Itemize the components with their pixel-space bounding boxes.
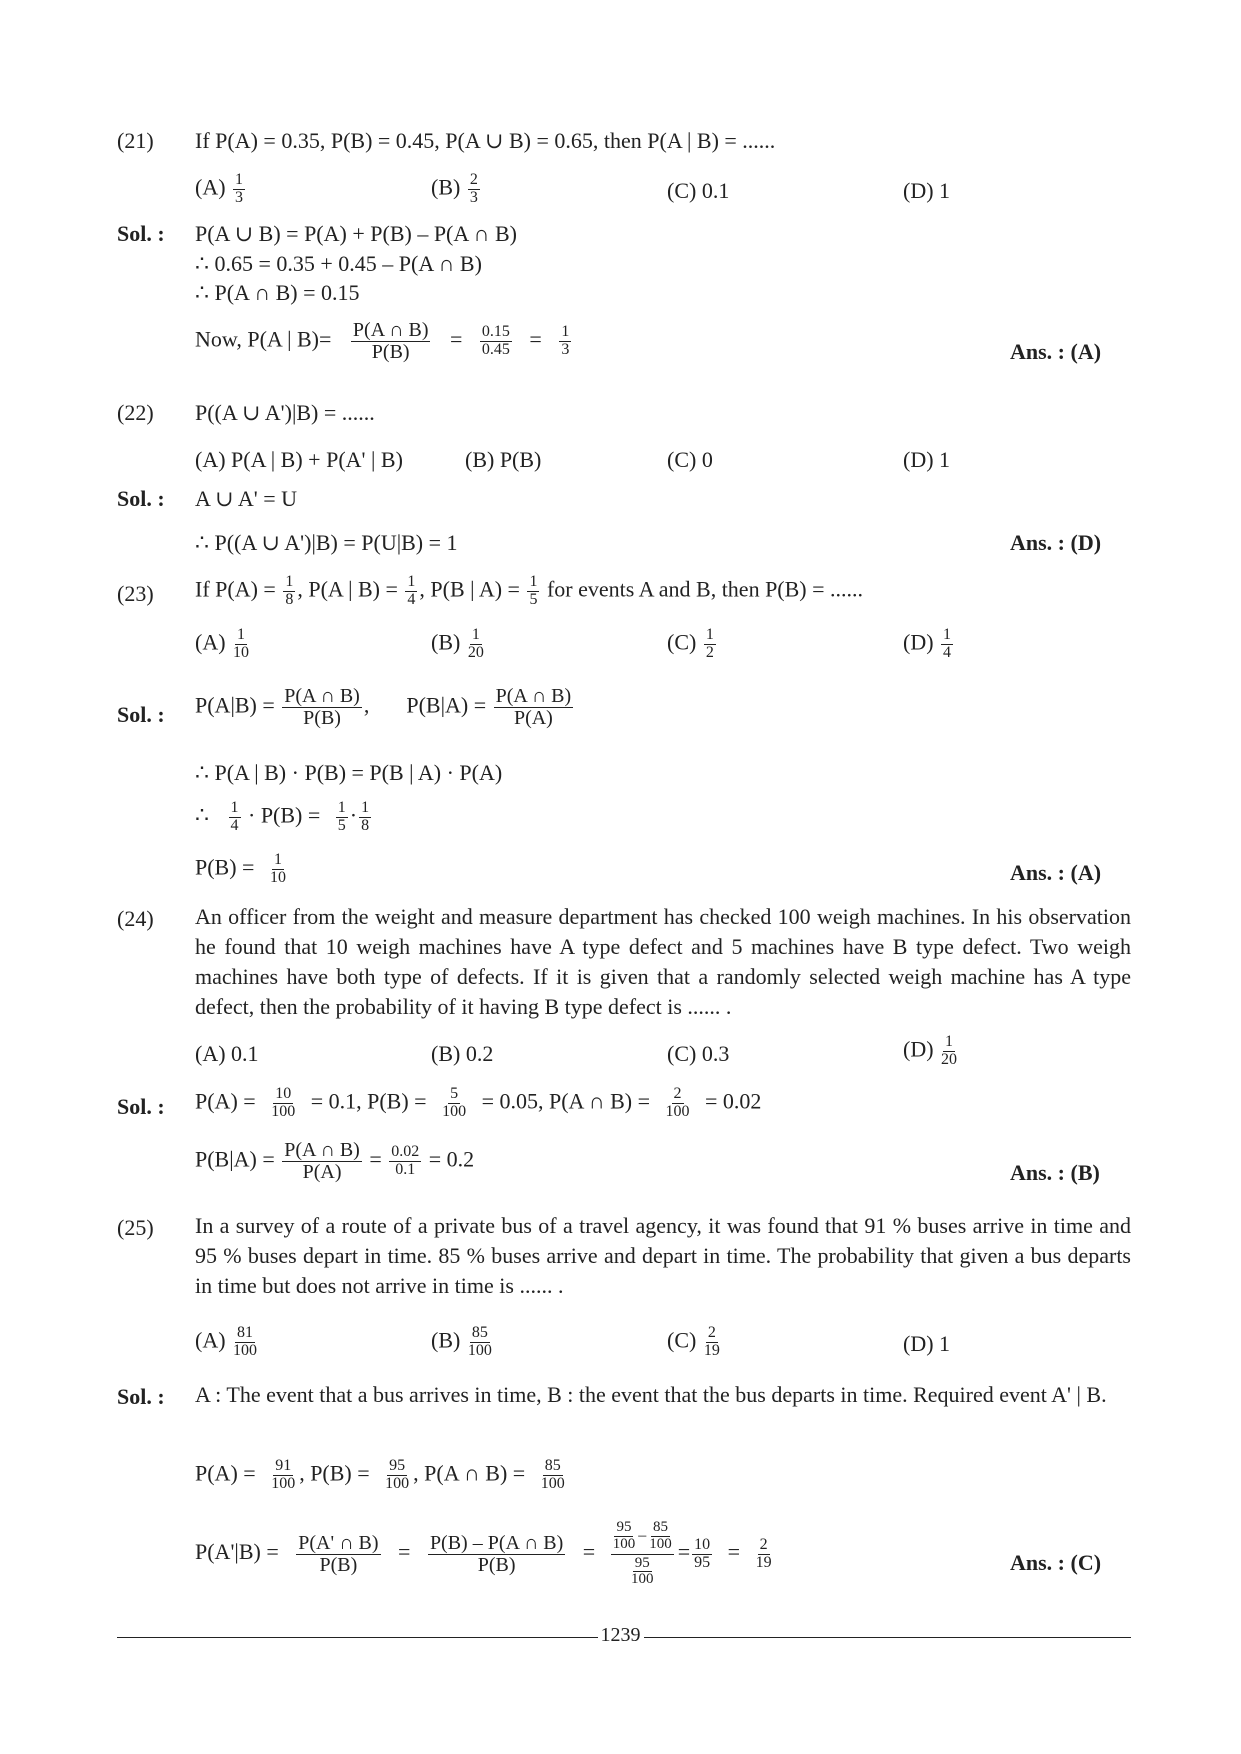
q23-number: (23) <box>117 581 154 606</box>
q23-solution-label: Sol. : <box>117 702 165 727</box>
q25-number: (25) <box>117 1215 154 1240</box>
q25-option-b: (B) $\frac{85}{100}$ <box>431 1324 492 1359</box>
q23-answer: Ans. : (A) <box>1010 860 1102 885</box>
q25-solution-label: Sol. : <box>117 1384 165 1409</box>
q23-option-d: (D) $\frac{1}{4}$ <box>903 626 952 661</box>
q23-question: If P(A) = $\frac{1}{8}$ , P(A | B) = $\frac{1}{4}$ , P(B | A) = $\frac{1}{5}$ for events A and B, then P(B) = ...... <box>195 573 864 608</box>
q24-option-d: (D) $\frac{1}{20}$ <box>903 1033 958 1068</box>
page-number: 1239 <box>0 1624 1241 1647</box>
q25-option-c: (C) $\frac{2}{19}$ <box>667 1324 720 1359</box>
q23-option-a: (A) $\frac{1}{10}$ <box>195 626 250 661</box>
q21-solution-line-1: P(A ∪ B) = P(A) + P(B) – P(A ∩ B) <box>195 221 517 246</box>
q21-solution-line-2: ∴ 0.65 = 0.35 + 0.45 – P(A ∩ B) <box>195 251 482 276</box>
q22-solution-line-1: A ∪ A' = U <box>195 486 298 511</box>
q23-option-c: (C) $\frac{1}{2}$ <box>667 626 714 661</box>
q24-solution-line-1: P(A) = $\frac{10}{100}$ = 0.1, P(B) = $\frac{5}{100}$ = 0.05, P(A ∩ B) = $\frac{2}{100}$ = 0.02 <box>195 1085 762 1120</box>
q23-solution-line-3: ∴ $\frac{1}{4}$ · P(B) = $\frac{1}{5}$ · $\frac{1}{8}$ <box>195 799 370 834</box>
q24-answer: Ans. : (B) <box>1010 1160 1100 1185</box>
q23-solution-line-1: P(A|B) = $\frac{P(A \cap B)}{P(B)}$ , P(B|A) = $\frac{P(A \cap B)}{P(A)}$ <box>195 685 572 729</box>
q22-option-b: (B) P(B) <box>465 447 542 472</box>
q24-option-b: (B) 0.2 <box>431 1041 494 1066</box>
q25-option-d: (D) 1 <box>903 1331 951 1356</box>
q21-solution-line-3: ∴ P(A ∩ B) = 0.15 <box>195 280 360 305</box>
q25-solution-line-2: P(A) = $\frac{91}{100}$ , P(B) = $\frac{95}{100}$ , P(A ∩ B) = $\frac{85}{100}$ <box>195 1457 565 1492</box>
q25-option-a: (A) $\frac{81}{100}$ <box>195 1324 258 1359</box>
q22-number: (22) <box>117 400 154 425</box>
q21-option-b: (B) $\frac{2}{3}$ <box>431 171 478 206</box>
q25-question: In a survey of a route of a private bus of a travel agency, it was found that 91 % buses arrive in time and 95 % buses depart in time. 85 % buses arrive and depart in time. The probability that given a bus departs in time but does not arrive in time is ...... . <box>195 1213 1131 1298</box>
q22-option-c: (C) 0 <box>667 447 713 472</box>
q25-answer: Ans. : (C) <box>1010 1550 1102 1575</box>
q23-solution-line-4: P(B) = $\frac{1}{10}$ <box>195 851 286 886</box>
q21-option-a: (A) $\frac{1}{3}$ <box>195 171 244 206</box>
q22-question: P((A ∪ A')|B) = ...... <box>195 400 375 425</box>
q25-solution-line-3: P(A'|B) = $\frac{P(A' \cap B)}{P(B)}$ = $\frac{P(B) - P(A \cap B)}{P(B)}$ = $\frac{95}{100}$ – $\frac{85}{100}$ $\frac{95}{100}$ = $\frac{10}{95}$ = $\frac{2}{19}$ <box>195 1519 772 1588</box>
q21-question: If P(A) = 0.35, P(B) = 0.45, P(A ∪ B) = 0.65, then P(A | B) = ...... <box>195 128 776 153</box>
q21-option-d: (D) 1 <box>903 178 951 203</box>
q22-option-a: (A) P(A | B) + P(A' | B) <box>195 447 403 472</box>
q21-solution-line-4: Now, P(A | B)= $\frac{P(A \cap B)}{P(B)}$ = $\frac{0.15}{0.45}$ = $\frac{1}{3}$ <box>195 319 570 363</box>
q21-solution-label: Sol. : <box>117 221 165 246</box>
q22-solution-label: Sol. : <box>117 486 165 511</box>
q21-number: (21) <box>117 128 154 153</box>
q22-option-d: (D) 1 <box>903 447 951 472</box>
q21-option-c: (C) 0.1 <box>667 178 730 203</box>
q25-solution-text: A : The event that a bus arrives in time, B : the event that the bus departs in time. Required event A' | B. <box>195 1382 1107 1407</box>
q21-answer: Ans. : (A) <box>1010 339 1102 364</box>
q23-solution-line-2: ∴ P(A | B) · P(B) = P(B | A) · P(A) <box>195 760 503 785</box>
q24-option-a: (A) 0.1 <box>195 1041 259 1066</box>
q24-question: An officer from the weight and measure department has checked 100 weigh machines. In his observation he found that 10 weigh machines have A type defect and 5 machines have B type defect. Two weigh machines have both type of defects. If it is given that a randomly selected weigh machine has A type defect, then the probability of it having B type defect is ...... . <box>195 904 1131 1019</box>
q22-answer: Ans. : (D) <box>1010 530 1102 555</box>
q24-number: (24) <box>117 906 154 931</box>
q24-option-c: (C) 0.3 <box>667 1041 730 1066</box>
q24-solution-label: Sol. : <box>117 1094 165 1119</box>
q22-solution-line-2: ∴ P((A ∪ A')|B) = P(U|B) = 1 <box>195 530 458 555</box>
q23-option-b: (B) $\frac{1}{20}$ <box>431 626 484 661</box>
q24-solution-line-2: P(B|A) = $\frac{P(A \cap B)}{P(A)}$ = $\frac{0.02}{0.1}$ = 0.2 <box>195 1139 475 1183</box>
